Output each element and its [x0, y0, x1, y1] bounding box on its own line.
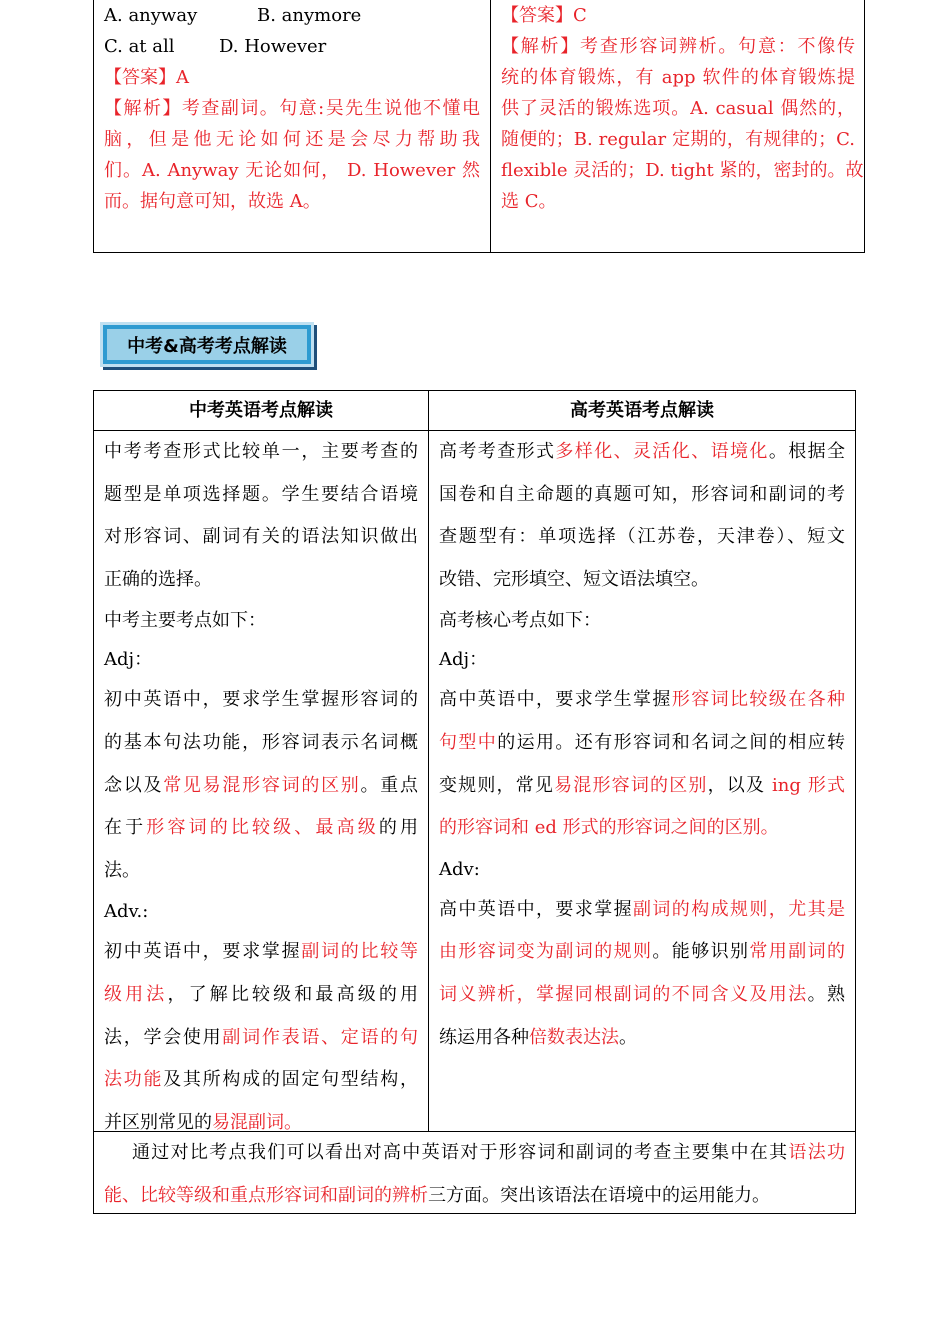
text-line: 法。: [104, 859, 140, 881]
text-span: 并区别常见的: [104, 1111, 212, 1133]
text-line: [439, 431, 845, 474]
right-column-header: 高考英语考点解读: [429, 391, 855, 431]
highlight: 由形容词变为副词的规则: [439, 941, 653, 963]
text-line: [439, 722, 845, 765]
analysis-line: 随便的；B. regular 定期的，有规律的；C.: [501, 129, 855, 150]
text-line: 正确的选择。: [104, 568, 212, 590]
analysis-line: 而。据句意可知，故选 A。: [104, 191, 321, 212]
text-line: 的基本句法功能，形容词表示名词概: [104, 731, 418, 753]
analysis-line: flexible 灵活的；D. tight 紧的，密封的。故: [501, 160, 864, 181]
text-span: 练运用各种: [439, 1026, 529, 1048]
highlight: 常用副词的: [749, 941, 846, 963]
section-title-box: [100, 322, 314, 367]
analysis-line: 们。A. Anyway 无论如何， D. However 然: [104, 160, 480, 181]
options-row-1: [104, 0, 480, 31]
text-span: 的用: [378, 817, 419, 839]
left-column: [94, 431, 429, 1131]
text-span: ，以及: [707, 774, 766, 796]
text-span: 高中英语中，要求掌握: [439, 898, 633, 920]
answer-label: 【答案】: [104, 67, 176, 88]
text-line: 查题型有：单项选择（江苏卷，天津卷）、短文: [439, 526, 845, 548]
text-line: 题型是单项选择题。学生要结合语境: [104, 483, 418, 505]
highlight: 副词作表语、定语的句: [222, 1026, 419, 1048]
text-span: 。能够识别: [652, 941, 750, 963]
text-line: [104, 1017, 418, 1060]
text-line: [439, 889, 845, 932]
answer-line: [501, 0, 855, 31]
analysis-line: 【解析】考查副词。句意:吴先生说他不懂电: [104, 98, 480, 119]
text-line: 中考考查形式比较单一，主要考查的: [104, 441, 418, 462]
text-span: 高中英语中，要求学生掌握: [439, 689, 672, 711]
right-column: [429, 431, 855, 1131]
highlight: 易混形容词的区别: [554, 774, 708, 796]
section-title-inner: [107, 329, 307, 360]
text-line: 中考主要考点如下：: [104, 610, 266, 632]
top-left-cell: [94, 0, 491, 252]
summary-row: [94, 1131, 855, 1217]
text-line: 的形容词和 ed 形式的形容词之间的区别。: [439, 817, 779, 839]
text-span: 及其所构成的固定句型结构，: [163, 1069, 419, 1091]
analysis-line: 【解析】考查形容词辨析。句意：不像传: [501, 36, 855, 57]
text-span: 。熟: [807, 983, 846, 1005]
analysis-line: 统的体育锻炼，有 app 软件的体育锻炼提: [501, 67, 855, 88]
text-span: 。: [619, 1026, 637, 1048]
option-c: C. at all: [104, 36, 175, 57]
option-b: B. anymore: [257, 5, 362, 26]
section-title: 中考&高考考点解读: [127, 335, 287, 357]
text-span: 。根据全: [768, 441, 846, 462]
adj-label: Adj：: [439, 649, 488, 671]
text-line: [439, 931, 845, 974]
text-span: 在于: [104, 817, 147, 839]
text-line: [104, 1059, 418, 1102]
text-line: [439, 974, 845, 1017]
left-column-header: 中考英语考点解读: [94, 391, 429, 431]
answer-value: A: [176, 67, 189, 88]
text-line: [104, 807, 418, 850]
summary-line: [104, 1175, 845, 1218]
highlight: 倍数表达法: [529, 1026, 619, 1048]
text-line: 高考核心考点如下：: [439, 610, 601, 632]
highlight: 常见易混形容词的区别: [163, 774, 361, 796]
highlight: 法功能: [104, 1069, 164, 1091]
text-line: 初中英语中，要求学生掌握形容词的: [104, 689, 418, 711]
text-span: 三方面。突出该语法在语境中的运用能力。: [428, 1184, 770, 1206]
text-span: 法，学会使用: [104, 1026, 223, 1048]
text-span: 变规则，常见: [439, 774, 555, 796]
highlight: 级用法: [104, 983, 168, 1005]
highlight: 多样化、灵活化、语境化: [555, 441, 769, 462]
adv-label: Adv.:: [104, 901, 149, 923]
option-d: D. However: [219, 36, 327, 57]
text-line: 对形容词、副词有关的语法知识做出: [104, 526, 418, 548]
answer-value: C: [573, 5, 587, 26]
text-span: 初中英语中，要求掌握: [104, 941, 302, 963]
text-line: [104, 931, 418, 974]
text-line: 改错、完形填空、短文语法填空。: [439, 568, 709, 590]
analysis-line: 脑，但是他无论如何还是会尽力帮助我: [104, 129, 480, 150]
text-line: [439, 679, 845, 722]
top-answer-table: [93, 0, 865, 253]
highlight: 副词的比较等: [301, 941, 419, 963]
answer-line: [104, 62, 480, 93]
highlight: 形容词比较级在各种: [671, 689, 846, 711]
text-line: [439, 765, 845, 808]
top-right-cell: [491, 0, 865, 252]
summary-line: [104, 1132, 845, 1175]
text-span: ，了解比较级和最高级的用: [167, 983, 419, 1005]
highlight: 易混副词。: [212, 1111, 302, 1133]
comparison-table: [93, 390, 856, 1214]
adv-label: Adv:: [439, 858, 480, 880]
option-a: A. anyway: [104, 5, 198, 26]
highlight: 副词的构成规则，尤其是: [633, 898, 845, 920]
analysis-line: 选 C。: [501, 191, 557, 212]
text-line: [104, 765, 418, 808]
highlight: 形容词的比较级、最高级: [146, 817, 379, 839]
text-span: 通过对比考点我们可以看出对高中英语对于形容词和副词的考查主要集中在其: [132, 1142, 789, 1163]
text-span: 。重点: [360, 774, 419, 796]
answer-label: 【答案】: [501, 5, 573, 26]
text-span: 念以及: [104, 774, 164, 796]
adj-label: Adj：: [104, 649, 153, 671]
analysis-line: 供了灵活的锻炼选项。A. casual 偶然的，: [501, 98, 855, 119]
text-line: [439, 1017, 845, 1060]
highlight: 词义辨析，掌握同根副词的不同含义及用法: [439, 983, 808, 1005]
text-line: 国卷和自主命题的真题可知，形容词和副词的考: [439, 483, 845, 505]
highlight: 语法功: [788, 1142, 846, 1163]
highlight: 句型中: [439, 731, 498, 753]
text-line: [104, 974, 418, 1017]
text-span: 高考考查形式: [439, 441, 556, 462]
options-row-2: [104, 31, 480, 62]
text-span: 的运用。还有形容词和名词之间的相应转: [497, 731, 846, 753]
highlight: 能、比较等级和重点形容词和副词的辨析: [104, 1184, 428, 1206]
highlight: ing 形式: [765, 774, 846, 796]
